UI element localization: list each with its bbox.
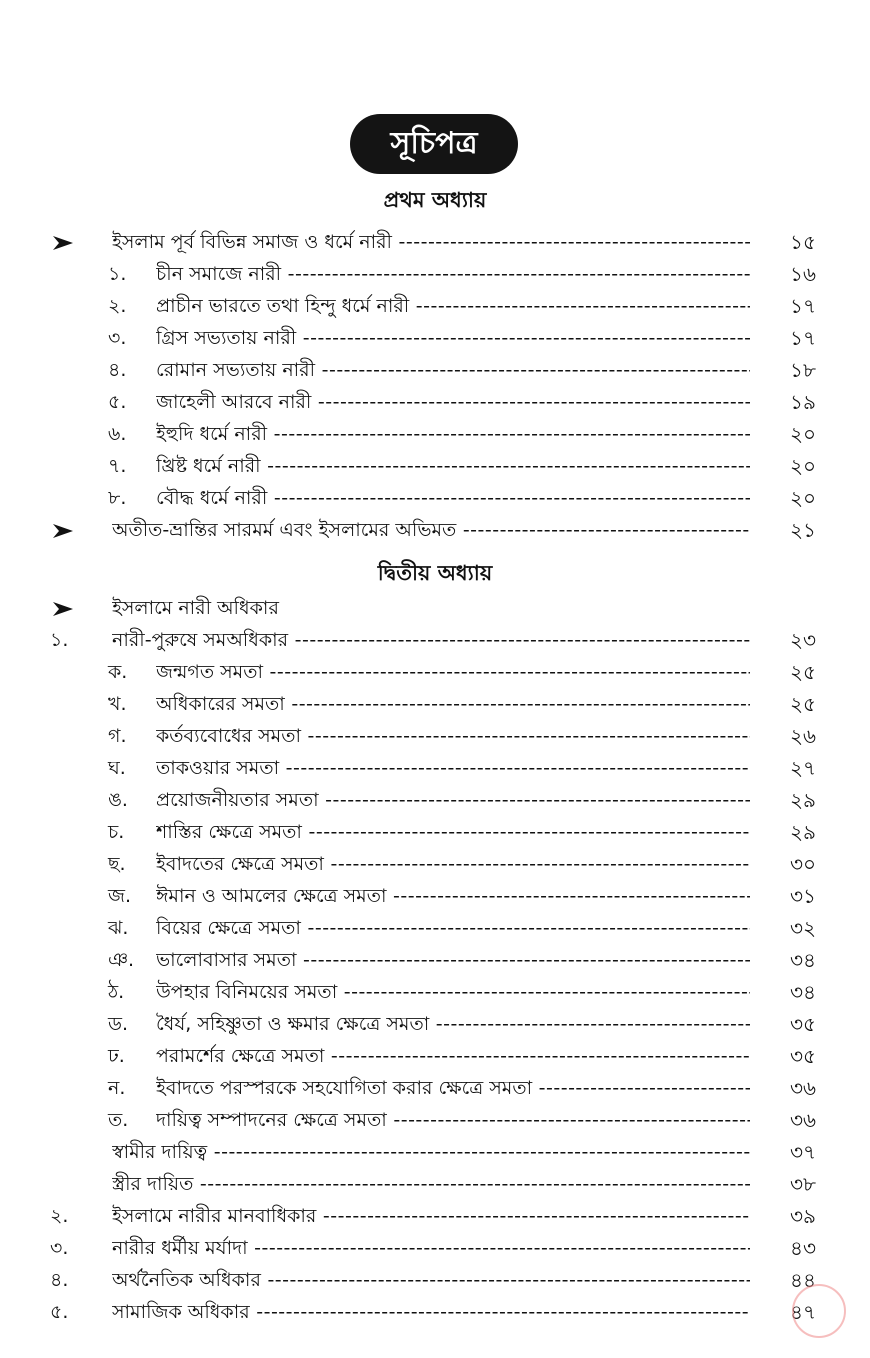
item-number: ছ.	[108, 853, 126, 875]
page-number: ২১	[790, 518, 816, 542]
entry-title: খ্রিষ্ট ধর্মে নারী -----	[156, 450, 750, 482]
item-number: ঝ.	[108, 917, 129, 939]
item-number: ১.	[108, 263, 127, 285]
arrowhead-bullet-icon	[52, 601, 74, 617]
page-number: ৩২	[790, 916, 817, 940]
entry-title: কর্তব্যবোধের সমতা -----	[156, 720, 750, 752]
item-number: ৫.	[108, 391, 127, 413]
page-number: ১৯	[790, 390, 816, 414]
arrowhead-bullet-icon	[52, 235, 74, 251]
entry-title: জাহেলী আরবে নারী -----	[156, 386, 750, 418]
page-number: ২০	[790, 486, 817, 510]
item-number: ড.	[108, 1013, 129, 1035]
toc-row	[0, 226, 870, 258]
entry-title: শাস্তির ক্ষেত্রে সমতা -----	[156, 816, 750, 848]
entry-title: ইবাদতে পরস্পরকে সহযোগিতা করার ক্ষেত্রে সমতা -----	[156, 1072, 750, 1104]
toc-row	[0, 482, 870, 514]
item-number: জ.	[108, 885, 132, 907]
toc-row	[0, 880, 870, 912]
entry-title: ভালোবাসার সমতা -----	[156, 944, 750, 976]
page-number: ১৬	[790, 262, 816, 286]
entry-title: ইসলামে নারীর মানবাধিকার -----	[112, 1200, 750, 1232]
page-number: ৪৩	[790, 1236, 816, 1260]
page-number: ২৬	[790, 724, 817, 748]
entry-title: তাকওয়ার সমতা -----	[156, 752, 750, 784]
toc-row	[0, 290, 870, 322]
page-number: ৩৬	[790, 1076, 817, 1100]
item-number: ঢ.	[108, 1045, 125, 1067]
section-number: ৪.	[50, 1269, 69, 1291]
entry-title: ইবাদতের ক্ষেত্রে সমতা -----	[156, 848, 750, 880]
item-number: ৭.	[108, 455, 127, 477]
toc-row	[0, 752, 870, 784]
entry-title: ঈমান ও আমলের ক্ষেত্রে সমতা -----	[156, 880, 750, 912]
section-number: ২.	[50, 1205, 69, 1227]
page-number: ১৫	[790, 230, 816, 254]
item-number: ৪.	[108, 359, 127, 381]
entry-title: বিয়ের ক্ষেত্রে সমতা -----	[156, 912, 750, 944]
page-number: ৩৬	[790, 1108, 817, 1132]
page-number: ৩৮	[790, 1172, 816, 1196]
toc-row	[0, 1040, 870, 1072]
item-number: ত.	[108, 1109, 129, 1131]
page-number: ৪৪	[790, 1268, 816, 1292]
page-number: ২০	[790, 422, 817, 446]
chapter-2-heading: দ্বিতীয় অধ্যায়	[377, 561, 493, 585]
entry-title: চীন সমাজে নারী -----	[156, 258, 750, 290]
toc-row	[0, 1296, 870, 1328]
toc-row	[0, 1168, 870, 1200]
toc-row	[0, 322, 870, 354]
entry-title: ইহুদি ধর্মে নারী -----	[156, 418, 750, 450]
toc-row	[0, 720, 870, 752]
entry-title: স্বামীর দায়িত্ব -----	[112, 1136, 750, 1168]
page-number: ৩৯	[790, 1204, 816, 1228]
toc-row	[0, 848, 870, 880]
entry-title: গ্রিস সভ্যতায় নারী -----	[156, 322, 750, 354]
entry-title: অতীত-ভ্রান্তির সারমর্ম এবং ইসলামের অভিমত -----	[112, 514, 750, 546]
entry-title: প্রাচীন ভারতে তথা হিন্দু ধর্মে নারী -----	[156, 290, 750, 322]
section-number: ১.	[50, 629, 69, 651]
section-number: ৩.	[50, 1237, 69, 1259]
page-number: ৩৭	[790, 1140, 817, 1164]
item-number: গ.	[108, 725, 127, 747]
toc-row	[0, 354, 870, 386]
item-number: খ.	[108, 693, 127, 715]
toc-row	[0, 944, 870, 976]
item-number: ৩.	[108, 327, 127, 349]
toc-row	[0, 1136, 870, 1168]
toc-row	[0, 1264, 870, 1296]
page-number: ৪৭	[790, 1300, 816, 1324]
arrowhead-bullet-icon	[52, 523, 74, 539]
toc-row	[0, 1072, 870, 1104]
entry-title: জন্মগত সমতা -----	[156, 656, 750, 688]
entry-title: অর্থনৈতিক অধিকার -----	[112, 1264, 750, 1296]
item-number: ঠ.	[108, 981, 125, 1003]
page-number: ৩৪	[790, 948, 816, 972]
entry-title: দায়িত্ব সম্পাদনের ক্ষেত্রে সমতা -----	[156, 1104, 750, 1136]
toc-row	[0, 784, 870, 816]
entry-title: প্রয়োজনীয়তার সমতা -----	[156, 784, 750, 816]
entry-title: নারীর ধর্মীয় মর্যাদা -----	[112, 1232, 750, 1264]
page-number: ৩০	[790, 852, 817, 876]
toc-row	[0, 1200, 870, 1232]
section-number: ৫.	[50, 1301, 69, 1323]
page-number: ৩১	[790, 884, 816, 908]
page-number: ১৮	[790, 358, 816, 382]
entry-title: স্ত্রীর দায়িত -----	[112, 1168, 750, 1200]
page-number: ১৭	[790, 294, 816, 318]
page-number: ৩৪	[790, 980, 816, 1004]
toc-row	[0, 258, 870, 290]
entry-title: বৌদ্ধ ধর্মে নারী -----	[156, 482, 750, 514]
item-number: ২.	[108, 295, 127, 317]
item-number: ক.	[108, 661, 128, 683]
toc-row	[0, 688, 870, 720]
toc-row	[0, 976, 870, 1008]
entry-title: রোমান সভ্যতায় নারী -----	[156, 354, 750, 386]
page-number: ২৭	[790, 756, 817, 780]
toc-row	[0, 656, 870, 688]
toc-row	[0, 624, 870, 656]
toc-row	[0, 386, 870, 418]
toc-row	[0, 450, 870, 482]
page-number: ৩৫	[790, 1012, 816, 1036]
item-number: চ.	[108, 821, 125, 843]
library-stamp	[792, 1284, 846, 1338]
page-number: ২৫	[790, 692, 816, 716]
entry-title: ধৈর্য, সহিষ্ণুতা ও ক্ষমার ক্ষেত্রে সমতা -----	[156, 1008, 750, 1040]
toc-heading: সূচিপত্র	[350, 114, 518, 174]
toc-row	[0, 418, 870, 450]
item-number: ৮.	[108, 487, 127, 509]
item-number: ঙ.	[108, 789, 128, 811]
toc-row	[0, 1008, 870, 1040]
page-number: ২৩	[790, 628, 817, 652]
entry-title: ইসলাম পূর্ব বিভিন্ন সমাজ ও ধর্মে নারী -----	[112, 226, 750, 258]
item-number: ঘ.	[108, 757, 126, 779]
item-number: ন.	[108, 1077, 126, 1099]
toc-row	[0, 592, 870, 624]
item-number: ঞ.	[108, 949, 135, 971]
entry-title: উপহার বিনিময়ের সমতা -----	[156, 976, 750, 1008]
page-number: ১৭	[790, 326, 816, 350]
toc-row	[0, 816, 870, 848]
page-number: ২৯	[790, 820, 816, 844]
entry-title: অধিকারের সমতা -----	[156, 688, 750, 720]
page-number: ২৫	[790, 660, 816, 684]
page-number: ২০	[790, 454, 817, 478]
page-number: ৩৫	[790, 1044, 816, 1068]
entry-title: সামাজিক অধিকার -----	[112, 1296, 750, 1328]
page-number: ২৯	[790, 788, 816, 812]
toc-row	[0, 514, 870, 546]
toc-row	[0, 1232, 870, 1264]
chapter-1-heading: প্রথম অধ্যায়	[383, 188, 487, 212]
toc-row	[0, 1104, 870, 1136]
entry-title: পরামর্শের ক্ষেত্রে সমতা -----	[156, 1040, 750, 1072]
entry-title: ইসলামে নারী অধিকার	[112, 597, 279, 619]
item-number: ৬.	[108, 423, 127, 445]
entry-title: নারী-পুরুষে সমঅধিকার -----	[112, 624, 750, 656]
toc-row	[0, 912, 870, 944]
